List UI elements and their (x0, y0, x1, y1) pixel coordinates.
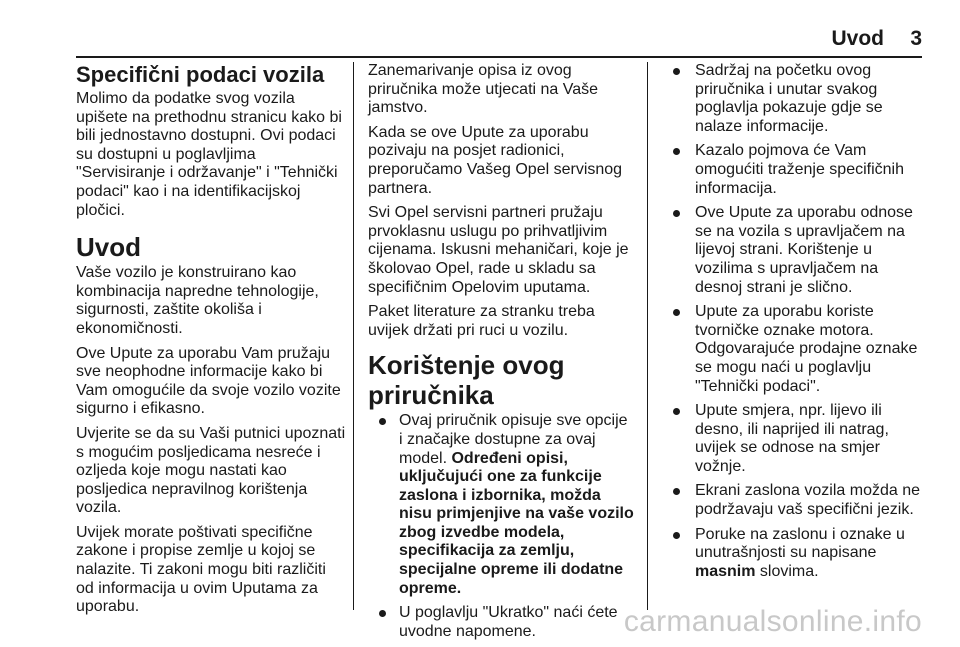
list-item (368, 604, 634, 641)
bullet-icon (673, 210, 680, 217)
header-rule (76, 56, 922, 58)
bullet-list (368, 412, 634, 641)
list-item (666, 62, 928, 136)
list-item-text: Upute smjera, npr. lijevo ili desno, ili naprijed ili natrag, uvijek se odnose na smjer vožnje. (695, 402, 889, 475)
list-item (666, 204, 928, 297)
paragraph: Kada se ove Upute za uporabu pozivaju na posjet radionici, preporučamo Vašeg Opel servisnog partnera. (368, 123, 623, 197)
column-divider-2 (647, 62, 648, 610)
list-item-text: U poglavlju "Ukratko" naći ćete uvodne napomene. (399, 604, 618, 640)
bullet-icon (673, 68, 680, 75)
paragraph: Svi Opel servisni partneri pružaju prvoklasnu uslugu po prihvatljivim cijenama. Iskusni mehaničari, koje je školovao Opel, rade u skladu sa specifičnim Opelovim uputama. (368, 204, 629, 296)
column-1 (76, 62, 348, 623)
list-item (666, 526, 928, 582)
list-item (666, 303, 928, 396)
list-item-text: Kazalo pojmova će Vam omogućiti traženje specifičnih informacija. (695, 142, 904, 197)
paragraph: Uvijek morate poštivati specifične zakone i propise zemlje u kojoj se nalazite. Ti zakoni mogu biti različiti od informacija u ovim Uputama za uporabu. (76, 523, 326, 616)
section-heading-vehicle-data: Specifični podaci vozila (76, 62, 325, 87)
column-3 (666, 62, 928, 587)
page-header (0, 0, 960, 56)
list-item-text: Sadržaj na početku ovog priručnika i unutar svakog poglavlja pokazuje gdje se nalaze informacije. (695, 62, 883, 135)
paragraph: Paket literature za stranku treba uvijek držati pri ruci u vozilu. (368, 303, 595, 339)
list-item-text: Ekrani zaslona vozila možda ne podržavaju vaš specifični jezik. (695, 482, 921, 519)
bullet-icon (673, 408, 680, 415)
paragraph: Vaše vozilo je konstruirano kao kombinacija napredne tehnologije, sigurnosti, zaštite okoliša i ekonomičnosti. (76, 264, 319, 337)
watermark: carmanualsonline.info (623, 605, 922, 638)
bullet-icon (673, 488, 680, 495)
list-item-text: Ove Upute za uporabu odnose se na vozila s upravljačem na lijevoj strani. Korištenje u vozilima s upravljačem na desnoj strani je slično. (695, 204, 913, 296)
list-item-bold-text: masnim (695, 562, 756, 580)
section-heading-using-manual: Korištenje ovog priručnika (368, 350, 565, 411)
bullet-list (666, 62, 928, 581)
list-item (368, 412, 634, 598)
list-item-text: Poruke na zaslonu i oznake u unutrašnjosti su napisane (695, 525, 905, 562)
list-item-bold-text: Određeni opisi, uključujući one za funkcije zaslona i izbornika, možda nisu primjenjive na vaše vozilo zbog izvedbe modela, specifikacija za zemlju, specijalne opreme ili dodatne opreme. (399, 449, 634, 597)
paragraph: Zanemarivanje opisa iz ovog priručnika može utjecati na Vaše jamstvo. (368, 62, 599, 117)
paragraph: Molimo da podatke svog vozila upišete na prethodnu stranicu kako bi bili jednostavno dostupni. Ovi podaci su dostupni u poglavljima "Servisiranje i održavanje" i "Tehnički podaci" kao i na identifikacijskoj pločici. (76, 90, 342, 219)
list-item-text: Ovaj priručnik opisuje sve opcije i značajke dostupne za ovaj model. (399, 412, 628, 467)
paragraph: Ove Upute za uporabu Vam pružaju sve neophodne informacije kako bi Vam omogućile da svoje vozilo vozite sigurno i efikasno. (76, 344, 341, 418)
bullet-icon (379, 418, 386, 425)
list-item (666, 142, 928, 198)
list-item-text: Upute za uporabu koriste tvorničke oznake motora. Odgovarajuće prodajne oznake se mogu naći u poglavlju "Tehnički podaci". (695, 303, 918, 395)
list-item (666, 402, 928, 476)
bullet-icon (673, 532, 680, 539)
column-divider-1 (353, 62, 354, 610)
page-number: 3 (910, 27, 922, 50)
header-title: Uvod (831, 27, 884, 50)
bullet-icon (379, 610, 386, 617)
bullet-icon (673, 309, 680, 316)
list-item (666, 482, 928, 519)
list-item-text: slovima. (755, 562, 819, 580)
paragraph: Uvjerite se da su Vaši putnici upoznati s mogućim posljedicama nesreće i ozljeda koje mogu nastati kao posljedica nepravilnog korištenja vozila. (76, 424, 346, 517)
section-heading-introduction: Uvod (76, 232, 141, 263)
column-2 (368, 62, 634, 647)
bullet-icon (673, 148, 680, 155)
